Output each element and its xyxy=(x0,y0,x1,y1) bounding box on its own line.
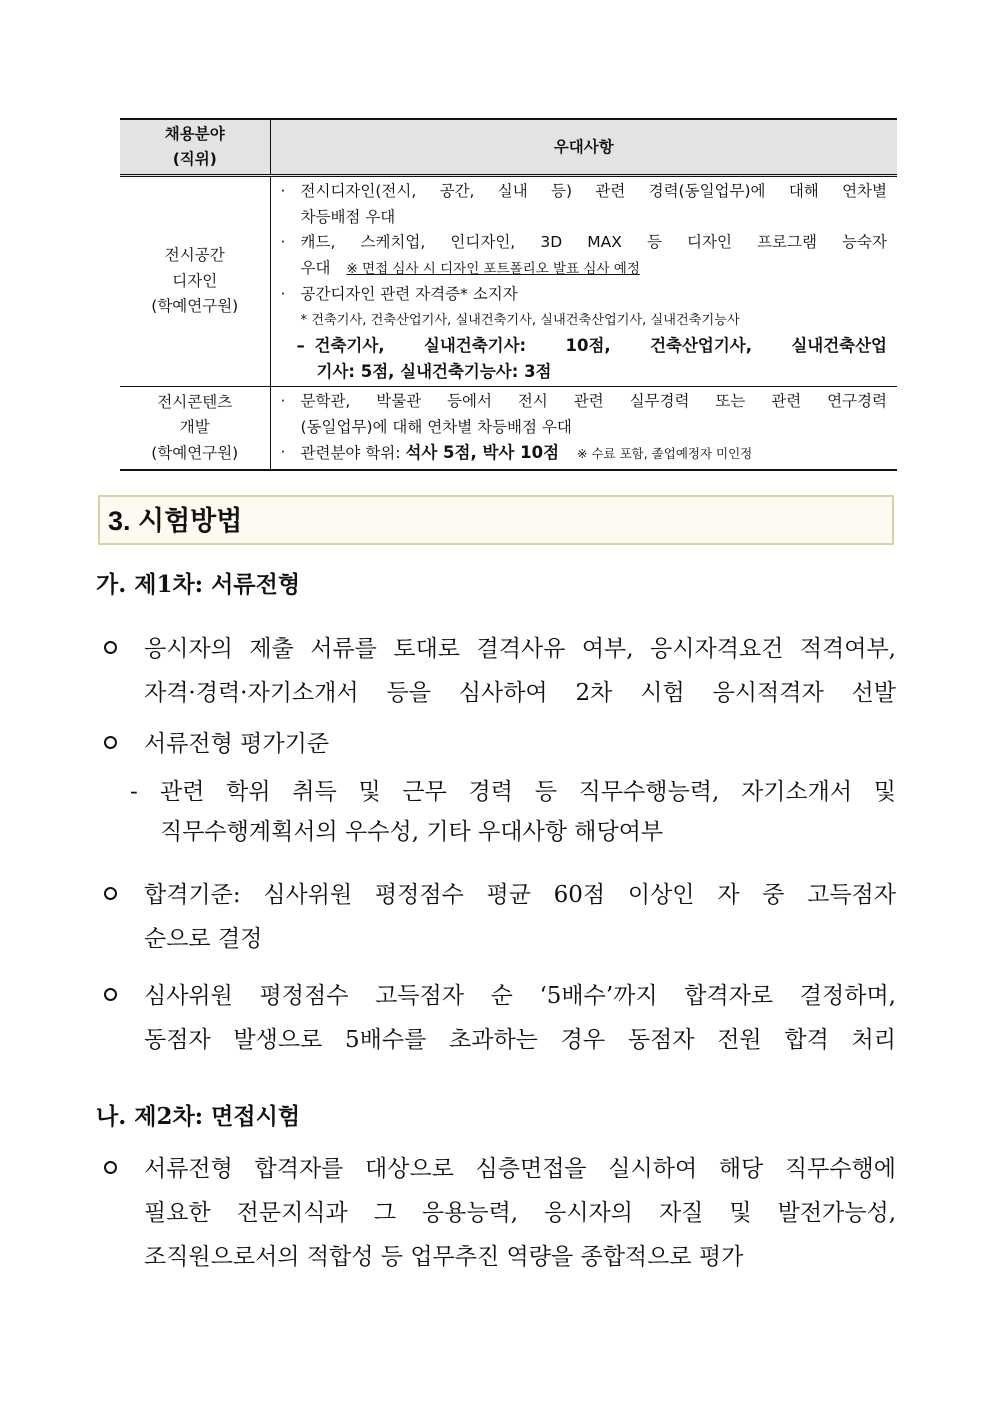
bullet-text: 공간디자인 관련 자격증* 소지자 xyxy=(300,285,518,303)
table-header-row xyxy=(120,119,897,176)
position-line: (학예연구원) xyxy=(151,297,239,316)
certificate-list-note: * 건축기사, 건축산업기사, 실내건축기사, 실내건축산업기사, 실내건축기능사 xyxy=(300,312,740,328)
bullet-continuation: (동일업무)에 대해 연차별 차등배점 우대 xyxy=(300,417,572,436)
score-line xyxy=(281,333,888,359)
dash-mark: - xyxy=(130,779,138,805)
stage2-item xyxy=(104,1147,896,1279)
subitem-text-continuation: 직무수행계획서의 우수성, 기타 우대사항 해당여부 xyxy=(160,819,664,845)
item-text: 심사위원 평정점수 고득점자 순 ‘5배수’까지 합격자로 결정하며, xyxy=(144,983,896,1009)
item-text: 합격기준: 심사위원 평정점수 평균 60점 이상인 자 중 고득점자 xyxy=(144,882,896,908)
bullet-circle-icon xyxy=(104,873,144,917)
position-line: 전시공간 xyxy=(164,246,225,265)
bullet-continuation: 차등배점 우대 xyxy=(300,207,396,226)
preference-table xyxy=(120,118,897,471)
item-text: 서류전형 평가기준 xyxy=(144,731,330,757)
preference-cell xyxy=(270,387,897,470)
bullet-item xyxy=(281,389,888,415)
score-continuation: 기사: 5점, 실내건축기능사: 3점 xyxy=(316,361,552,381)
item-text-continuation: 동점자 발생으로 5배수를 초과하는 경우 동점자 전원 합격 처리 xyxy=(144,1027,896,1053)
bullet-mark: · xyxy=(280,182,286,200)
header-position-line2: (직위) xyxy=(172,150,217,168)
stage2-heading: 나. 제2차: 면접시험 xyxy=(96,1103,301,1130)
subitem-text: 관련 학위 취득 및 근무 경력 등 직무수행능력, 자기소개서 및 xyxy=(160,779,896,805)
item-text: 응시자의 제출 서류를 토대로 결격사유 여부, 응시자격요건 적격여부, xyxy=(144,636,896,662)
position-cell xyxy=(120,387,270,470)
bullet-continuation xyxy=(281,256,888,283)
item-text-continuation: 조직원으로서의 적합성 등 업무추진 역량을 종합적으로 평가 xyxy=(144,1244,744,1270)
stage1-item xyxy=(104,722,896,766)
bullet-item xyxy=(281,230,888,256)
bullet-text xyxy=(301,440,888,467)
item-text-continuation: 필요한 전문지식과 그 응용능력, 응시자의 자질 및 발전가능성, xyxy=(144,1200,896,1226)
bullet-item xyxy=(281,440,888,467)
stage1-item xyxy=(104,627,896,715)
position-line: 개발 xyxy=(179,418,210,436)
preference-cell xyxy=(270,176,897,387)
header-preference: 우대사항 xyxy=(270,119,897,176)
table-row xyxy=(120,176,897,387)
bullet-mark: · xyxy=(280,443,286,461)
position-line: 디자인 xyxy=(172,271,218,290)
section-title: 3. 시험방법 xyxy=(108,506,243,536)
bullet-item xyxy=(281,179,888,205)
item-text-continuation: 순으로 결정 xyxy=(144,926,263,952)
stage1-heading: 가. 제1차: 서류전형 xyxy=(96,571,301,598)
degree-score: 석사 5점, 박사 10점 xyxy=(405,443,560,462)
stage1-subitem xyxy=(130,772,896,852)
score-text: 건축기사, 실내건축기사: 10점, 건축산업기사, 실내건축산업 xyxy=(314,336,887,355)
position-cell xyxy=(120,176,270,387)
bullet-circle-icon xyxy=(104,627,144,671)
bullet-circle-icon xyxy=(104,974,144,1018)
bullet-mark: · xyxy=(280,233,286,251)
bullet-circle-icon xyxy=(104,722,144,766)
table-row xyxy=(120,387,897,470)
bullet-text: 캐드, 스케치업, 인디자인, 3D MAX 등 디자인 프로그램 능숙자 xyxy=(300,233,887,251)
dash-mark: – xyxy=(296,336,305,355)
bullet-circle-icon xyxy=(104,1147,144,1191)
stage1-item xyxy=(104,974,896,1062)
degree-label: 관련분야 학위: xyxy=(300,444,401,462)
bullet-text: 전시디자인(전시, 공간, 실내 등) 관련 경력(동일업무)에 대해 연차별 xyxy=(300,182,887,200)
header-position-line1: 채용분야 xyxy=(164,125,225,143)
item-text-continuation: 자격·경력·자기소개서 등을 심사하여 2차 시험 응시적격자 선발 xyxy=(144,680,896,706)
item-text: 서류전형 합격자를 대상으로 심층면접을 실시하여 해당 직무수행에 xyxy=(144,1156,896,1182)
bullet-item xyxy=(281,282,888,308)
bullet-mark: · xyxy=(280,392,286,410)
section-header-box xyxy=(98,495,894,545)
stage1-item xyxy=(104,873,896,961)
degree-note: ※ 수료 포함, 졸업예정자 미인정 xyxy=(577,446,753,461)
position-line: (학예연구원) xyxy=(151,443,239,462)
position-line: 전시콘텐츠 xyxy=(157,392,233,411)
bullet-text: 우대 xyxy=(300,258,331,277)
header-position xyxy=(120,119,270,176)
bullet-text: 문학관, 박물관 등에서 전시 관련 실무경력 또는 관련 연구경력 xyxy=(300,392,887,410)
portfolio-note: ※ 면접 심사 시 디자인 포트폴리오 발표 심사 예정 xyxy=(346,260,640,277)
bullet-mark: · xyxy=(280,285,286,303)
